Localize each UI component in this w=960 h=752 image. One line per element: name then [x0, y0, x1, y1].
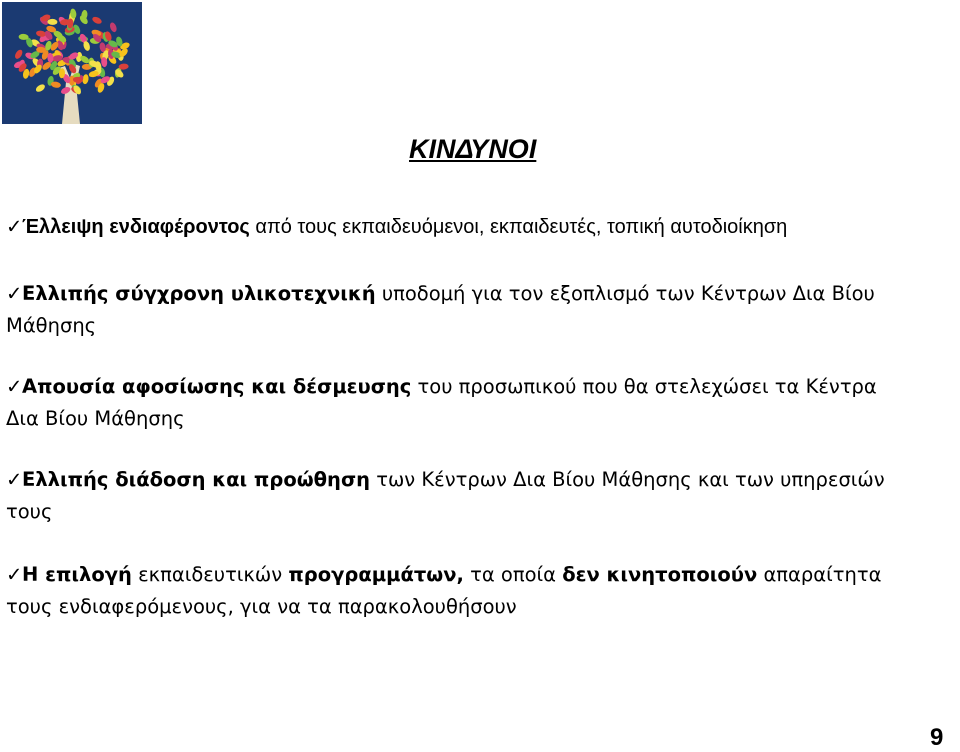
risk-item-5-text3: απαραίτητα: [757, 563, 882, 586]
risk-item-5-text: εκπαιδευτικών: [131, 563, 289, 586]
risk-item-1-bold: Έλλειψη ενδιαφέροντος: [22, 216, 250, 238]
risk-item-4-bold: Ελλιπής διάδοση και προώθηση: [22, 468, 371, 491]
risk-item-5-line2: τους ενδιαφερόμενους, για να τα παρακολουθήσουν: [6, 595, 517, 618]
risk-item-5-bold2: προγραμμάτων,: [288, 563, 464, 586]
risk-item-2: [6, 278, 956, 342]
risk-item-2-line2: Μάθησης: [6, 314, 97, 337]
risk-item-5-text2: τα οποία: [463, 563, 563, 586]
risk-item-3-line2: Δια Βίου Μάθησης: [6, 407, 185, 430]
risk-item-3-bold: Απουσία αφοσίωσης και δέσμευσης: [22, 375, 412, 398]
page-number: 9: [930, 724, 944, 751]
risk-item-2-text: υποδομή για τον εξοπλισμό των Κέντρων Δια Βίου: [375, 282, 875, 305]
risk-item-2-bold: Ελλιπής σύγχρονη υλικοτεχνική: [22, 282, 376, 305]
risk-item-5-bold: Η επιλογή: [22, 563, 132, 586]
risk-item-1: [6, 211, 956, 243]
risk-item-4-line2: τους: [6, 500, 53, 523]
risk-item-3: [6, 371, 956, 435]
check-icon: ✓: [6, 282, 23, 305]
tree-logo: [2, 2, 142, 124]
check-icon: ✓: [6, 468, 23, 491]
risk-item-4-text: των Κέντρων Δια Βίου Μάθησης και των υπηρεσιών: [370, 468, 885, 491]
slide-title: ΚΙΝΔΥΝΟΙ: [409, 134, 537, 164]
risk-item-5: [6, 559, 956, 623]
check-icon: ✓: [6, 375, 23, 398]
risk-item-3-text: του προσωπικού που θα στελεχώσει τα Κέντρα: [411, 375, 877, 398]
risk-item-1-text: από τους εκπαιδευόμενοι, εκπαιδευτές, τοπική αυτοδιοίκηση: [249, 216, 788, 238]
check-icon: ✓: [6, 215, 23, 238]
check-icon: ✓: [6, 563, 23, 586]
risk-item-5-bold3: δεν κινητοποιούν: [562, 563, 758, 586]
risk-item-4: [6, 464, 956, 528]
